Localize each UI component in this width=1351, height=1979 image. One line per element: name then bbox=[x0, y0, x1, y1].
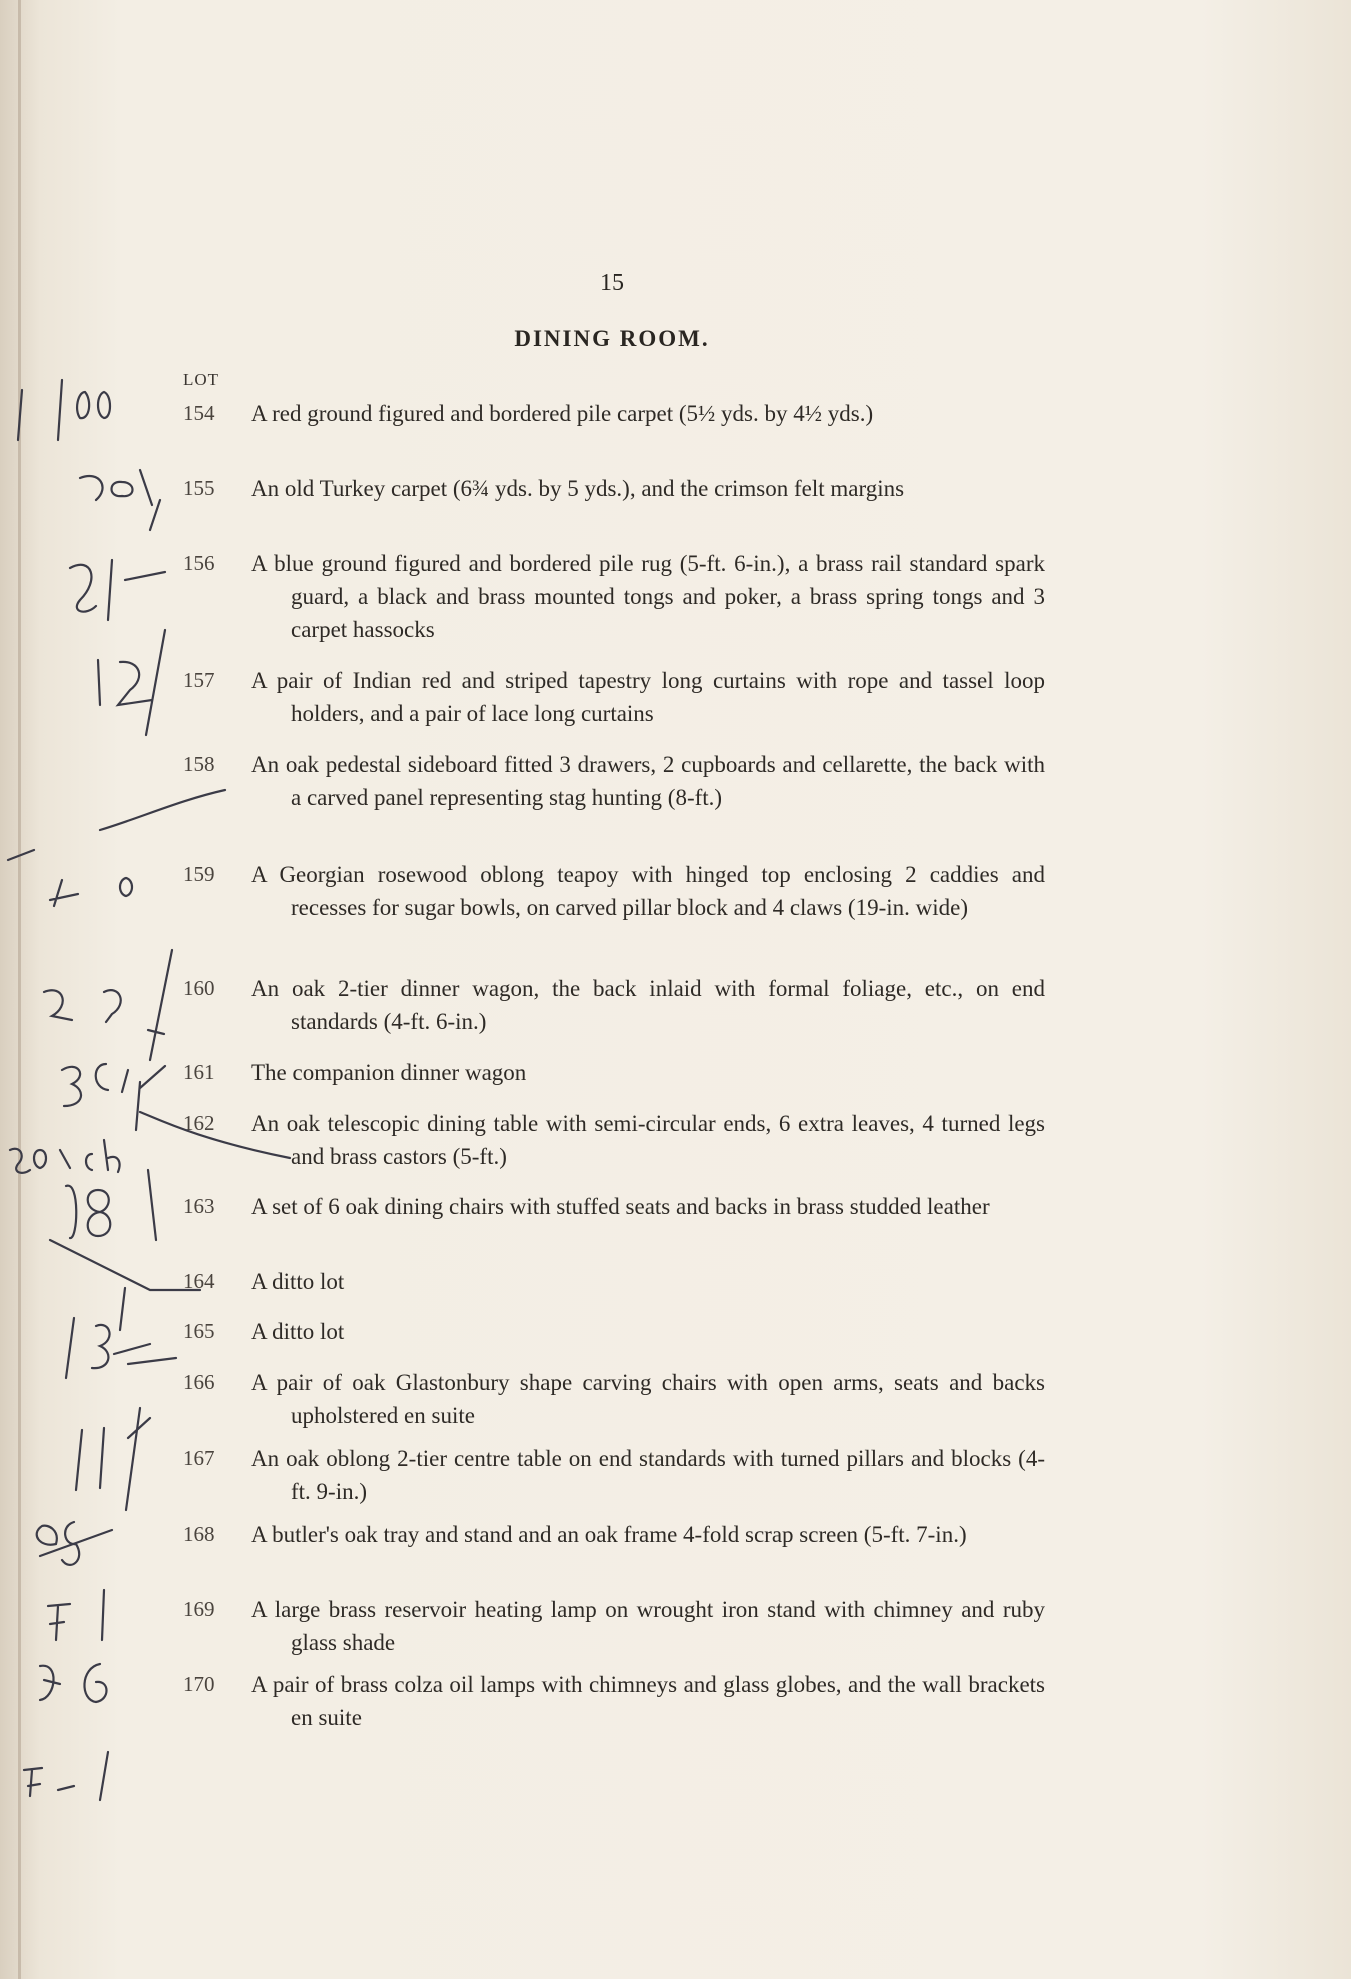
lot-entry bbox=[183, 1366, 1045, 1432]
lot-number: 158 bbox=[183, 752, 215, 776]
lot-description: A red ground figured and bordered pile carpet (5½ yds. by 4½ yds.) bbox=[251, 401, 874, 426]
lot-description: A blue ground figured and bordered pile rug (5-ft. 6-in.), a brass rail standard spark guard, a black and brass mounted tongs and poker, a brass spring tongs and 3 carpet hassocks bbox=[251, 551, 1045, 642]
lot-description: The companion dinner wagon bbox=[251, 1060, 527, 1085]
lot-description: An oak pedestal sideboard fitted 3 drawers, 2 cupboards and cellarette, the back with a carved panel representing stag hunting (8-ft.) bbox=[251, 752, 1045, 810]
pencil-mark bbox=[62, 1064, 165, 1130]
lot-number: 165 bbox=[183, 1319, 215, 1343]
lot-number: 159 bbox=[183, 862, 215, 886]
pencil-mark bbox=[37, 1522, 112, 1565]
lot-description: A large brass reservoir heating lamp on wrought iron stand with chimney and ruby glass shade bbox=[251, 1597, 1045, 1655]
lot-entry bbox=[183, 1315, 1045, 1348]
lot-number: 166 bbox=[183, 1370, 215, 1394]
lot-entry bbox=[183, 547, 1045, 646]
lot-entry bbox=[183, 1056, 1045, 1089]
lot-entry bbox=[183, 472, 1045, 505]
lot-entry bbox=[183, 972, 1045, 1038]
pencil-mark bbox=[58, 380, 110, 440]
section-title: DINING ROOM. bbox=[514, 326, 710, 351]
pencil-mark bbox=[98, 630, 165, 735]
pencil-mark bbox=[48, 1590, 104, 1640]
lot-entry bbox=[183, 858, 1045, 924]
pencil-mark bbox=[8, 850, 132, 906]
lot-number: 163 bbox=[183, 1194, 215, 1218]
lot-number: 167 bbox=[183, 1446, 215, 1470]
lot-number: 154 bbox=[183, 401, 215, 425]
lot-description: An oak oblong 2-tier centre table on end standards with turned pillars and blocks (4-ft. 9-in.) bbox=[251, 1446, 1045, 1504]
lot-description: A pair of oak Glastonbury shape carving chairs with open arms, seats and backs upholstered en suite bbox=[251, 1370, 1045, 1428]
pencil-mark bbox=[24, 1752, 108, 1800]
lot-description: A Georgian rosewood oblong teapoy with hinged top enclosing 2 caddies and recesses for sugar bowls, on carved pillar block and 4 claws (19-in. wide) bbox=[251, 862, 1045, 920]
lot-entry bbox=[183, 1518, 1045, 1551]
lot-number: 157 bbox=[183, 668, 215, 692]
pencil-mark bbox=[70, 560, 165, 620]
lot-description: A set of 6 oak dining chairs with stuffed seats and backs in brass studded leather bbox=[251, 1194, 990, 1219]
lot-entry bbox=[183, 1593, 1045, 1659]
lot-description: A ditto lot bbox=[251, 1269, 345, 1294]
lot-number: 160 bbox=[183, 976, 215, 1000]
pencil-mark bbox=[66, 1288, 176, 1378]
pencil-mark bbox=[76, 1408, 150, 1510]
lot-entry bbox=[183, 1265, 1045, 1298]
lot-entry bbox=[183, 1190, 1045, 1223]
lot-description: An old Turkey carpet (6¾ yds. by 5 yds.), and the crimson felt margins bbox=[251, 476, 905, 501]
lot-entry bbox=[183, 397, 1045, 430]
lot-column-header: LOT bbox=[183, 370, 220, 389]
lot-number: 162 bbox=[183, 1111, 215, 1135]
pencil-mark bbox=[44, 950, 172, 1060]
lot-entry bbox=[183, 1668, 1045, 1734]
lot-description: An oak 2-tier dinner wagon, the back inlaid with formal foliage, etc., on end standards (4-ft. 6-in.) bbox=[251, 976, 1045, 1034]
lot-entry bbox=[183, 1107, 1045, 1173]
pencil-mark bbox=[40, 1664, 107, 1702]
pencil-mark bbox=[80, 470, 160, 530]
page-number: 15 bbox=[600, 270, 624, 296]
lot-description: A pair of Indian red and striped tapestry long curtains with rope and tassel loop holders, and a pair of lace long curtains bbox=[251, 668, 1045, 726]
lot-entry bbox=[183, 748, 1045, 814]
lot-entry bbox=[183, 1442, 1045, 1508]
lot-number: 161 bbox=[183, 1060, 215, 1084]
lot-entry bbox=[183, 664, 1045, 730]
pencil-mark bbox=[10, 1140, 120, 1173]
lot-description: A ditto lot bbox=[251, 1319, 345, 1344]
lot-number: 155 bbox=[183, 476, 215, 500]
lot-description: A butler's oak tray and stand and an oak frame 4-fold scrap screen (5-ft. 7-in.) bbox=[251, 1522, 967, 1547]
lot-number: 170 bbox=[183, 1672, 215, 1696]
lot-number: 169 bbox=[183, 1597, 215, 1621]
lot-number: 156 bbox=[183, 551, 215, 575]
pencil-mark bbox=[50, 1170, 200, 1290]
lot-number: 168 bbox=[183, 1522, 215, 1546]
lot-number: 164 bbox=[183, 1269, 215, 1293]
lot-description: A pair of brass colza oil lamps with chimneys and glass globes, and the wall brackets en suite bbox=[251, 1672, 1045, 1730]
lot-description: An oak telescopic dining table with semi-circular ends, 6 extra leaves, 4 turned legs and brass castors (5-ft.) bbox=[251, 1111, 1045, 1169]
